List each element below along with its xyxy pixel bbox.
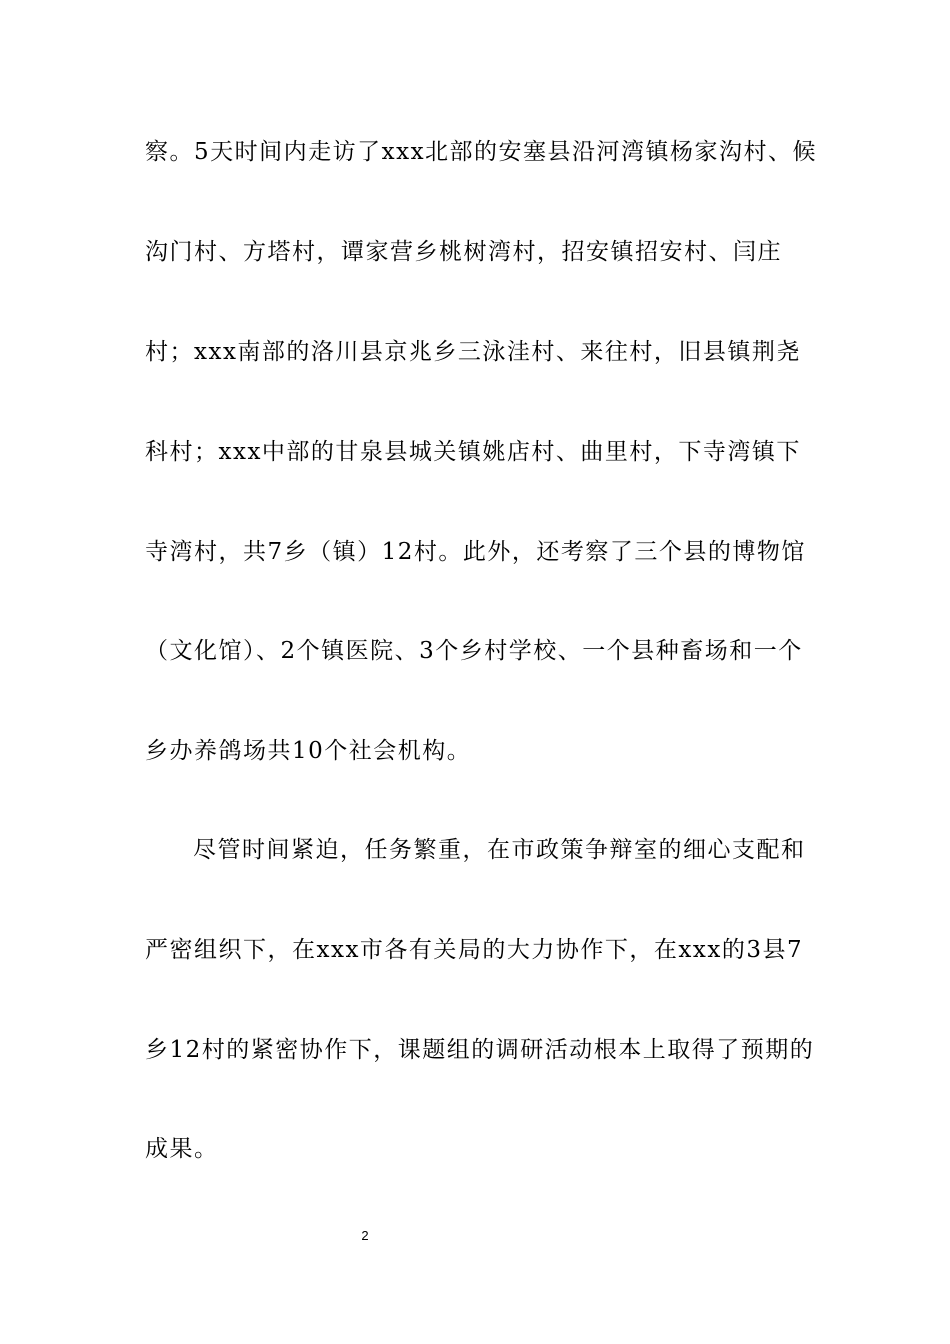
paragraph-2-line-2: 严密组织下，在xxx市各有关局的大力协作下，在xxx的3县7 [145, 937, 804, 963]
paragraph-1-line-4: 科村；xxx中部的甘泉县城关镇姚店村、曲里村，下寺湾镇下 [145, 439, 801, 465]
paragraph-1-line-5: 寺湾村，共7乡（镇）12村。此外，还考察了三个县的博物馆 [145, 539, 806, 565]
paragraph-1-line-2: 沟门村、方塔村，谭家营乡桃树湾村，招安镇招安村、闫庄 [145, 239, 782, 265]
page-number: 2 [361, 1228, 369, 1243]
paragraph-1-line-7: 乡办养鸽场共10个社会机构。 [145, 738, 472, 764]
paragraph-2-line-1: 尽管时间紧迫，任务繁重，在市政策争辩室的细心支配和 [193, 837, 806, 863]
paragraph-1-line-1: 察。5天时间内走访了xxx北部的安塞县沿河湾镇杨家沟村、候 [145, 139, 818, 165]
paragraph-1-line-3: 村；xxx南部的洛川县京兆乡三泳洼村、来往村，旧县镇荆尧 [145, 339, 801, 365]
paragraph-1-line-6: （文化馆）、2个镇医院、3个乡村学校、一个县种畜场和一个 [145, 638, 803, 664]
paragraph-2-line-4: 成果。 [145, 1136, 219, 1162]
paragraph-2-line-3: 乡12村的紧密协作下，课题组的调研活动根本上取得了预期的 [145, 1037, 815, 1063]
